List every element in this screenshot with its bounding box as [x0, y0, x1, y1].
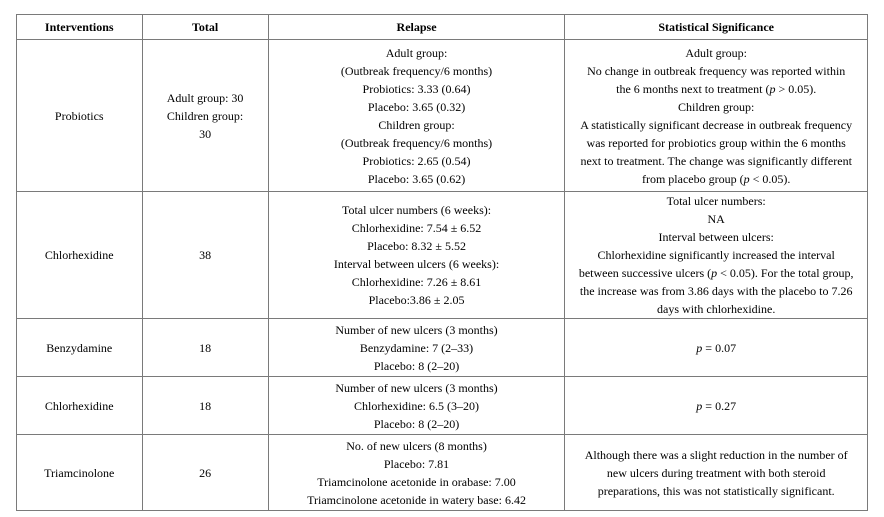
significance-line: A statistically significant decrease in outbreak frequency	[580, 117, 853, 132]
table-row	[17, 192, 868, 319]
significance-line: Chlorhexidine significantly increased the interval	[597, 248, 835, 262]
cell-significance	[565, 192, 868, 319]
cell-significance	[565, 319, 868, 377]
relapse-line: Total ulcer numbers (6 weeks):	[341, 203, 492, 217]
cell-intervention: Chlorhexidine	[17, 377, 143, 435]
relapse-line: Chlorhexidine: 7.54 ± 6.52	[351, 221, 482, 235]
relapse-line: Triamcinolone acetonide in orabase: 7.00	[317, 474, 516, 489]
total-line: 18	[199, 340, 212, 355]
significance-line: Interval between ulcers:	[658, 230, 774, 244]
cell-intervention: Benzydamine	[17, 319, 143, 377]
relapse-line: Benzydamine: 7 (2–33)	[359, 340, 474, 355]
relapse-line: Triamcinolone acetonide in watery base: 6.42	[307, 492, 526, 507]
cell-total	[142, 377, 268, 435]
cell-total	[142, 40, 268, 192]
table-row	[17, 40, 868, 192]
cell-total	[142, 435, 268, 511]
table-row	[17, 435, 868, 511]
relapse-line: Number of new ulcers (3 months)	[335, 322, 498, 337]
table-body	[17, 40, 868, 511]
header-total: Total	[142, 15, 268, 40]
relapse-line: (Outbreak frequency/6 months)	[340, 135, 493, 150]
header-interventions: Interventions	[17, 15, 143, 40]
relapse-line: Placebo: 7.81	[383, 456, 450, 471]
significance-line: p = 0.07	[696, 340, 737, 355]
total-line: 38	[199, 248, 212, 262]
relapse-line: Adult group:	[385, 45, 448, 60]
cell-intervention: Triamcinolone	[17, 435, 143, 511]
cell-significance	[565, 435, 868, 511]
cell-relapse	[268, 192, 565, 319]
significance-line: was reported for probiotics group within the 6 months	[586, 135, 846, 150]
cell-relapse	[268, 40, 565, 192]
relapse-line: (Outbreak frequency/6 months)	[340, 63, 493, 78]
significance-line: Adult group:	[685, 45, 748, 60]
table-row	[17, 319, 868, 377]
cell-total	[142, 192, 268, 319]
total-line: 18	[199, 398, 212, 413]
relapse-line: Placebo: 8 (2–20)	[373, 358, 460, 373]
significance-line: between successive ulcers (p < 0.05). For the total group,	[578, 266, 854, 280]
significance-line: Children group:	[678, 99, 755, 114]
significance-line: NA	[707, 212, 725, 226]
cell-intervention: Chlorhexidine	[17, 192, 143, 319]
cell-total	[142, 319, 268, 377]
relapse-line: Chlorhexidine: 6.5 (3–20)	[354, 398, 480, 413]
significance-line: preparations, this was not statistically significant.	[597, 483, 835, 498]
cell-significance	[565, 377, 868, 435]
relapse-line: Children group:	[378, 117, 455, 132]
significance-line: from placebo group (p < 0.05).	[641, 171, 791, 186]
relapse-line: Placebo: 3.65 (0.32)	[367, 99, 466, 114]
relapse-line: Placebo: 8.32 ± 5.52	[367, 239, 466, 253]
significance-line: the 6 months next to treatment (p > 0.05).	[616, 81, 817, 96]
relapse-line: Placebo: 3.65 (0.62)	[367, 171, 466, 186]
relapse-line: Probiotics: 3.33 (0.64)	[362, 81, 471, 96]
relapse-line: No. of new ulcers (8 months)	[346, 438, 487, 453]
results-table	[16, 14, 868, 511]
significance-line: No change in outbreak frequency was reported within	[587, 63, 846, 78]
significance-line: days with chlorhexidine.	[657, 302, 776, 316]
total-line: Adult group: 30	[166, 90, 244, 105]
relapse-line: Number of new ulcers (3 months)	[335, 380, 498, 395]
cell-relapse	[268, 319, 565, 377]
header-row	[17, 15, 868, 40]
total-line: 30	[199, 126, 212, 141]
total-line: Children group:	[166, 108, 244, 123]
relapse-line: Chlorhexidine: 7.26 ± 8.61	[351, 275, 482, 289]
cell-significance	[565, 40, 868, 192]
relapse-line: Probiotics: 2.65 (0.54)	[362, 153, 471, 168]
significance-line: Although there was a slight reduction in the number of	[584, 447, 848, 462]
cell-relapse	[268, 377, 565, 435]
relapse-line: Interval between ulcers (6 weeks):	[333, 257, 500, 271]
relapse-line: Placebo: 8 (2–20)	[373, 416, 460, 431]
cell-intervention: Probiotics	[17, 40, 143, 192]
cell-relapse	[268, 435, 565, 511]
header-relapse: Relapse	[268, 15, 565, 40]
total-line: 26	[199, 465, 212, 480]
relapse-line: Placebo:3.86 ± 2.05	[368, 293, 465, 307]
significance-line: p = 0.27	[696, 398, 737, 413]
significance-line: new ulcers during treatment with both steroid	[606, 465, 826, 480]
significance-line: next to treatment. The change was significantly different	[580, 153, 852, 168]
significance-line: Total ulcer numbers:	[666, 194, 766, 208]
header-significance: Statistical Significance	[565, 15, 868, 40]
significance-line: the increase was from 3.86 days with the placebo to 7.26	[579, 284, 853, 298]
table-row	[17, 377, 868, 435]
